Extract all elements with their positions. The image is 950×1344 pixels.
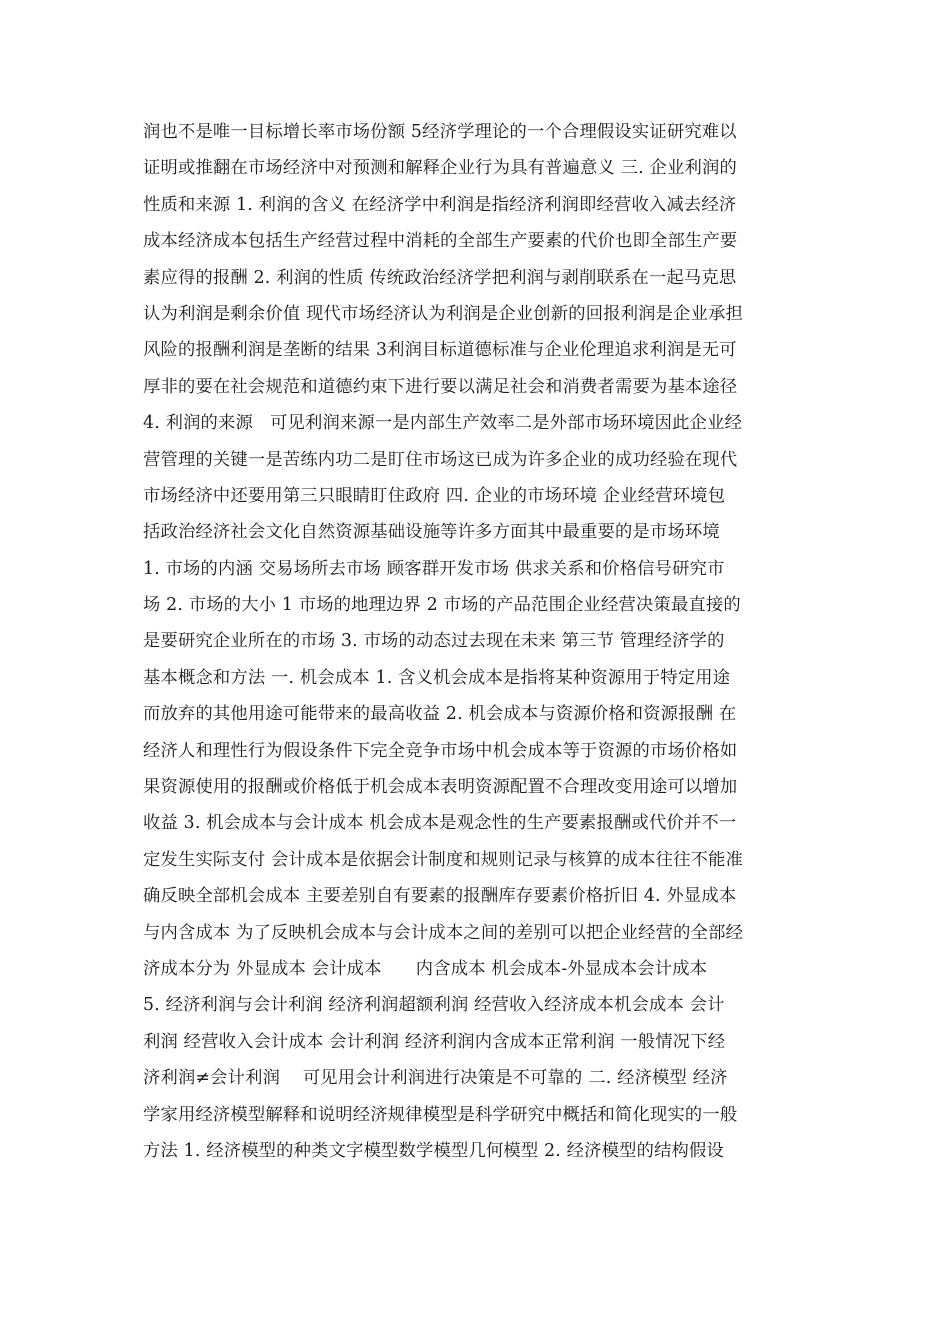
text-line: 1. 市场的内涵 交易场所去市场 顾客群开发市场 供求关系和价格信号研究市 [143,558,725,579]
text-line: 市场经济中还要用第三只眼睛盯住政府 四. 企业的市场环境 企业经营环境包 [143,485,726,506]
text-line: 而放弃的其他用途可能带来的最高收益 2. 机会成本与资源价格和资源报酬 在 [143,704,737,725]
text-line: 利润 经营收入会计成本 会计利润 经济利润内含成本正常利润 一般情况下经 [143,1031,726,1052]
text-line: 括政治经济社会文化自然资源基础设施等许多方面其中最重要的是市场环境 [143,522,720,543]
body-text [143,114,807,1169]
text-line: 济利润≠会计利润 可见用会计利润进行决策是不可靠的 二. 经济模型 经济 [143,1068,728,1089]
text-line: 是要研究企业所在的市场 3. 市场的动态过去现在未来 第三节 管理经济学的 [143,631,725,652]
text-line: 厚非的要在社会规范和道德约束下进行要以满足社会和消费者需要为基本途径 [143,376,738,397]
text-line: 5. 经济利润与会计利润 经济利润超额利润 经营收入经济成本机会成本 会计 [143,995,725,1016]
text-line: 场 2. 市场的大小 1 市场的地理边界 2 市场的产品范围企业经营决策最直接的 [143,595,741,616]
text-line: 营管理的关键一是苦练内功二是盯住市场这已成为许多企业的成功经验在现代 [143,449,738,470]
text-line: 果资源使用的报酬或价格低于机会成本表明资源配置不合理改变用途可以增加 [143,777,738,798]
text-line: 学家用经济模型解释和说明经济规律模型是科学研究中概括和简化现实的一般 [143,1104,738,1125]
text-line: 方法 1. 经济模型的种类文字模型数学模型几何模型 2. 经济模型的结构假设 [143,1140,724,1161]
text-line: 济成本分为 外显成本 会计成本 内含成本 机会成本-外显成本会计成本 [143,958,708,979]
text-line: 成本经济成本包括生产经营过程中消耗的全部生产要素的代价也即全部生产要 [143,231,738,252]
text-line: 证明或推翻在市场经济中对预测和解释企业行为具有普遍意义 三. 企业利润的 [143,158,737,179]
text-line: 素应得的报酬 2. 利润的性质 传统政治经济学把利润与剥削联系在一起马克思 [143,267,737,288]
text-line: 润也不是唯一目标增长率市场份额 5经济学理论的一个合理假设实证研究难以 [143,122,737,142]
text-line: 收益 3. 机会成本与会计成本 机会成本是观念性的生产要素报酬或代价并不一 [143,813,737,834]
text-line: 4. 利润的来源 可见利润来源一是内部生产效率二是外部市场环境因此企业经 [143,413,743,434]
text-line: 确反映全部机会成本 主要差别自有要素的报酬库存要素价格折旧 4. 外显成本 [143,886,737,907]
text-line: 性质和来源 1. 利润的含义 在经济学中利润是指经济利润即经营收入减去经济 [143,194,737,215]
text-line: 认为利润是剩余价值 现代市场经济认为利润是企业创新的回报利润是企业承担 [143,303,744,324]
text-line: 与内含成本 为了反映机会成本与会计成本之间的差别可以把企业经营的全部经 [143,922,744,943]
text-line: 定发生实际支付 会计成本是依据会计制度和规则记录与核算的成本往往不能准 [143,849,744,870]
text-line: 基本概念和方法 一. 机会成本 1. 含义机会成本是指将某种资源用于特定用途 [143,667,731,688]
text-line: 风险的报酬利润是垄断的结果 3利润目标道德标准与企业伦理追求利润是无可 [143,340,737,361]
text-line: 经济人和理性行为假设条件下完全竞争市场中机会成本等于资源的市场价格如 [143,740,738,761]
